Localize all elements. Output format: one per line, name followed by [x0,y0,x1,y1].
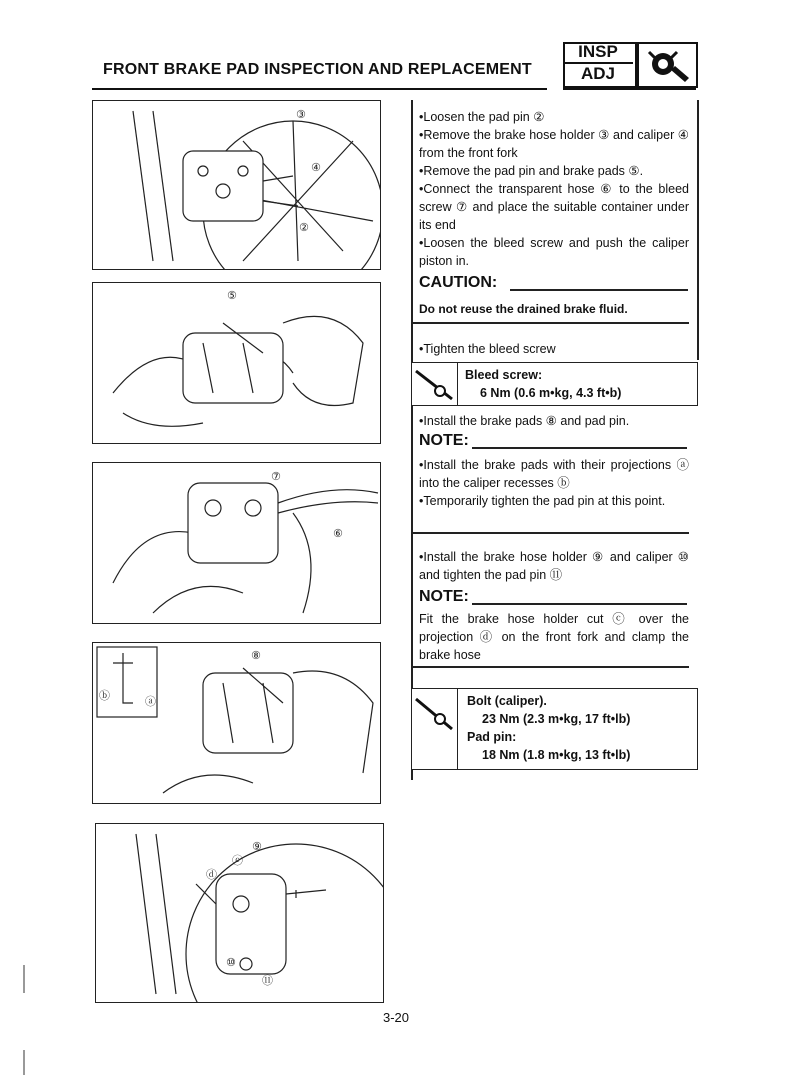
fig4-label-a: ⓐ [145,695,156,708]
torque-wrench-icon [412,363,458,405]
wrench-magnifier-icon [637,42,698,88]
note1-heading-line [472,447,687,449]
caution-text: Do not reuse the drained brake fluid. [419,302,628,316]
note1-heading: NOTE: [419,432,469,449]
section-badge [563,42,696,86]
figure-bleed-hose [92,462,381,624]
fig4-label-8: ⑧ [251,649,261,662]
note1-rule [411,532,689,534]
step-loosen-pad-pin: • Loosen the pad pin ② [419,108,689,126]
caliper-bolt-label: Bolt (caliper). [467,694,547,708]
caution-heading-line [510,289,688,291]
scan-edge-mark [23,965,25,993]
step-tighten-bleed: • Tighten the bleed screw [419,340,689,358]
fig2-label-5: ⑤ [227,289,237,302]
bleed-screw-spec [411,362,698,406]
badge-underline [563,88,696,90]
caliper-bolt-value: 23 Nm (2.3 m•kg, 17 ft•lb) [482,712,631,726]
bleed-screw-label: Bleed screw: [465,368,543,382]
step-remove-pads: • Remove the pad pin and brake pads ⑤. [419,162,689,180]
step-push-piston: • Loosen the bleed screw and push the caliper piston in. [419,234,689,270]
note1-item-temporary: • Temporarily tighten the pad pin at this point. [419,492,689,510]
note1-item-projections: • Install the brake pads with their projections ⓐ into the caliper recesses ⓑ [419,456,689,492]
page-title: FRONT BRAKE PAD INSPECTION AND REPLACEMENT [103,61,532,78]
pad-pin-value: 18 Nm (1.8 m•kg, 13 ft•lb) [482,748,631,762]
fig1-label-4: ④ [311,161,321,174]
caliper-torque-spec [411,688,698,770]
torque-wrench-icon [412,689,458,769]
figure-caliper-install [95,823,384,1003]
step-connect-hose: • Connect the transparent hose ⑥ to the bleed screw ⑦ and place the suitable container under its end [419,180,689,234]
note2-text: Fit the brake hose holder cut ⓒ over the projection ⓓ on the front fork and clamp the brake hose [419,612,689,662]
step-remove-holder: • Remove the brake hose holder ③ and caliper ④ from the front fork [419,126,689,162]
step-install-holder: • Install the brake hose holder ⑨ and caliper ⑩ and tighten the pad pin ⑪ [419,548,689,584]
title-underline [92,88,547,90]
fig1-label-3: ③ [296,108,306,121]
badge-top-label: INSP [578,42,618,61]
note2-heading: NOTE: [419,588,469,605]
figure-pad-install [92,642,381,804]
column-left-border [411,100,413,780]
caution-heading: CAUTION: [419,274,498,291]
figure-pad-removal [92,282,381,444]
fig3-label-7: ⑦ [271,470,281,483]
note2-rule [411,666,689,668]
fig5-label-11: ⑪ [262,974,273,987]
scan-edge-mark [23,1050,25,1075]
page-number: 3-20 [383,1010,410,1025]
note2-heading-line [472,603,687,605]
fig5-label-9: ⑨ [252,840,262,853]
bleed-screw-value: 6 Nm (0.6 m•kg, 4.3 ft•b) [480,386,622,400]
fig1-label-2: ② [299,221,309,234]
fig5-label-d: ⓓ [206,868,217,881]
fig4-label-b: ⓑ [99,689,110,702]
caution-rule [411,322,689,324]
fig5-label-c: ⓒ [232,854,243,867]
step-install-pads: • Install the brake pads ⑧ and pad pin. [419,412,689,430]
fig3-label-6: ⑥ [333,527,343,540]
pad-pin-label: Pad pin: [467,730,517,744]
figure-caliper-removal [92,100,381,270]
badge-bottom-label: ADJ [580,64,615,83]
fig5-label-10: ⑩ [226,956,236,969]
column-right-border [697,100,699,360]
